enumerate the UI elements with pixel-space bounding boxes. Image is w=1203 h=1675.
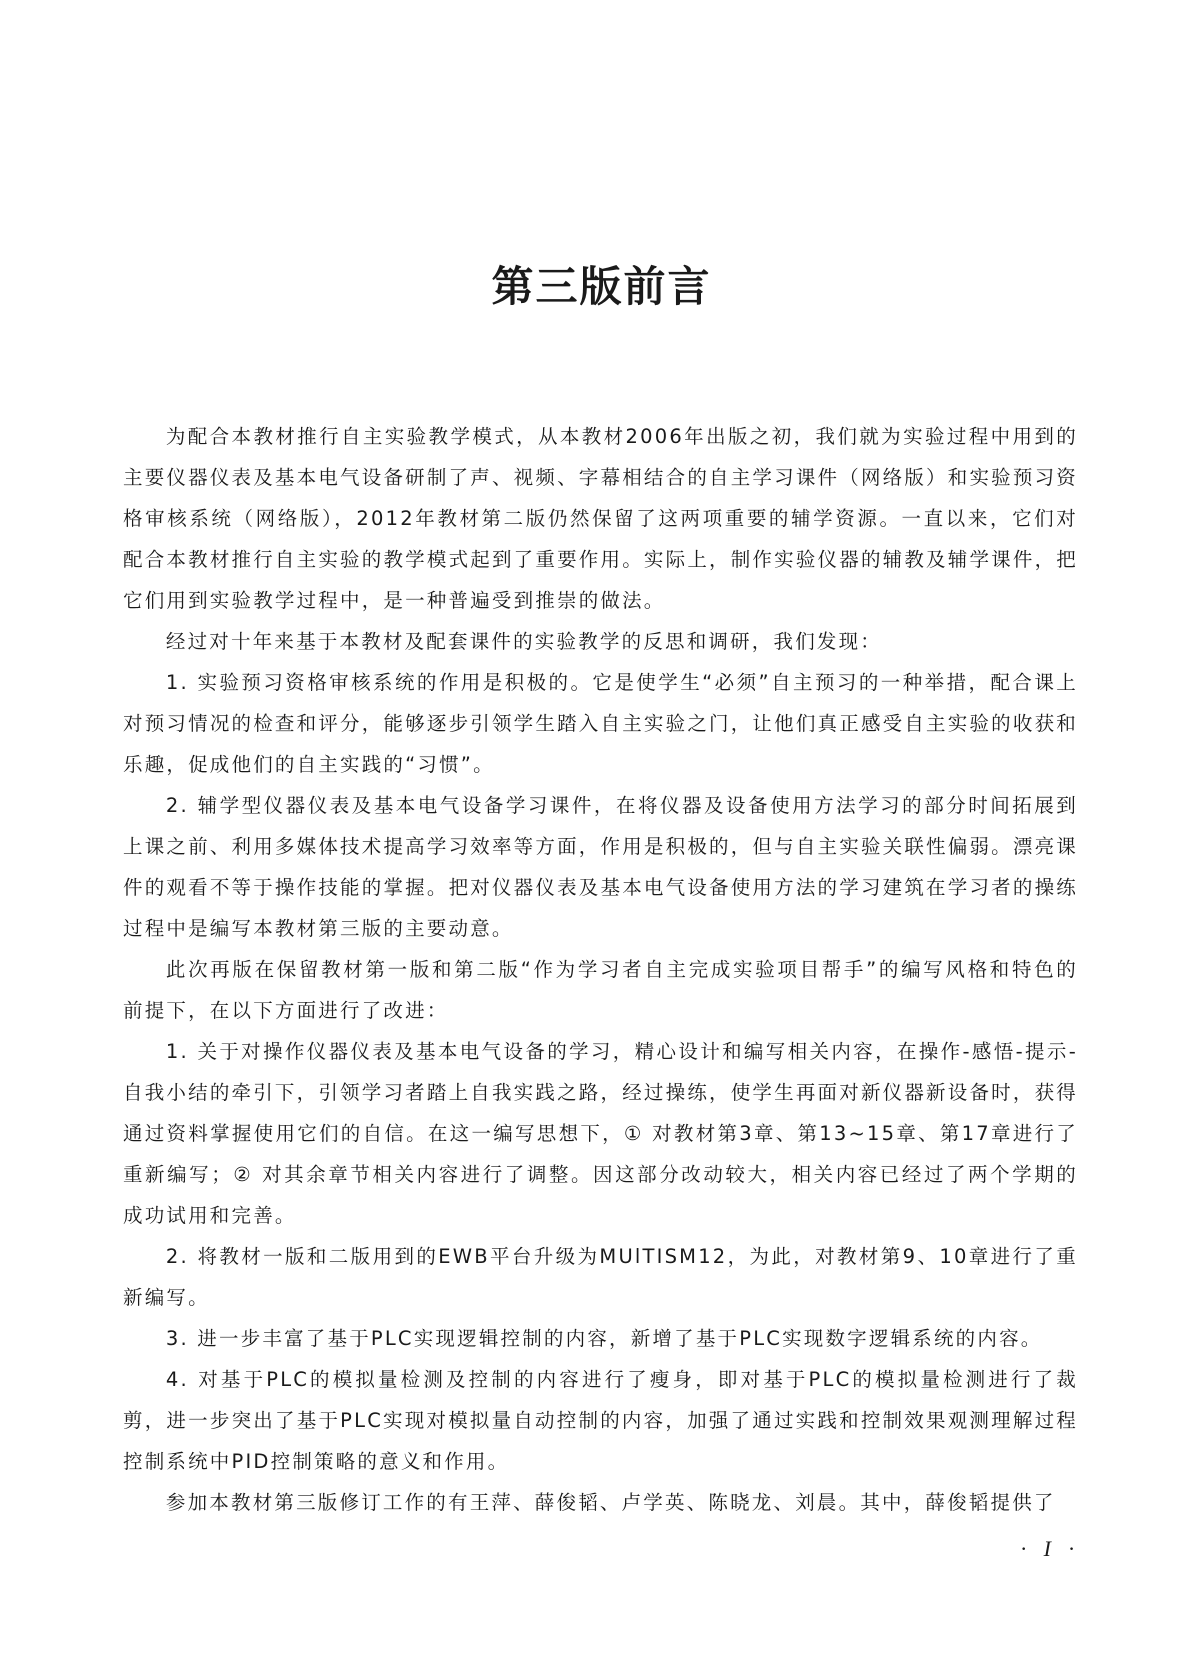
page-number: · I · bbox=[1020, 1536, 1080, 1561]
paragraph-intro: 为配合本教材推行自主实验教学模式，从本教材2006年出版之初，我们就为实验过程中用到的主要仪器仪表及基本电气设备研制了声、视频、字幕相结合的自主学习课件（网络版）和实验预习资格审核系统（网络版），2012年教材第二版仍然保留了这两项重要的辅学资源。一直以来，它们对配合本教材推行自主实验的教学模式起到了重要作用。实际上，制作实验仪器的辅教及辅学课件，把它们用到实验教学过程中，是一种普遍受到推崇的做法。 bbox=[123, 425, 1078, 612]
paragraph-findings-lead: 经过对十年来基于本教材及配套课件的实验教学的反思和调研，我们发现： bbox=[165, 630, 882, 653]
paragraph-contributors: 参加本教材第三版修订工作的有王萍、薛俊韬、卢学英、陈晓龙、刘晨。其中，薛俊韬提供了 bbox=[165, 1491, 1056, 1514]
paragraph-improvement-2: 2. 将教材一版和二版用到的EWB平台升级为MUlTISM12，为此，对教材第9、10章进行了重新编写。 bbox=[123, 1245, 1078, 1309]
page-title: 第三版前言 bbox=[491, 262, 712, 311]
paragraph-finding-1: 1. 实验预习资格审核系统的作用是积极的。它是使学生“必须”自主预习的一种举措，配合课上对预习情况的检查和评分，能够逐步引领学生踏入自主实验之门，让他们真正感受自主实验的收获和乐趣，促成他们的自主实践的“习惯”。 bbox=[123, 671, 1078, 776]
paragraph-finding-2: 2. 辅学型仪器仪表及基本电气设备学习课件，在将仪器及设备使用方法学习的部分时间拓展到上课之前、利用多媒体技术提高学习效率等方面，作用是积极的，但与自主实验关联性偏弱。漂亮课件的观看不等于操作技能的掌握。把对仪器仪表及基本电气设备使用方法的学习建筑在学习者的操练过程中是编写本教材第三版的主要动意。 bbox=[123, 794, 1078, 940]
paragraph-improvements-lead: 此次再版在保留教材第一版和第二版“作为学习者自主完成实验项目帮手”的编写风格和特色的前提下，在以下方面进行了改进： bbox=[123, 958, 1078, 1022]
paragraph-improvement-1: 1. 关于对操作仪器仪表及基本电气设备的学习，精心设计和编写相关内容，在操作-感悟-提示-自我小结的牵引下，引领学习者踏上自我实践之路，经过操练，使学生再面对新仪器新设备时，获得通过资料掌握使用它们的自信。在这一编写思想下，① 对教材第3章、第13~15章、第17章进行了重新编写；② 对其余章节相关内容进行了调整。因这部分改动较大，相关内容已经过了两个学期的成功试用和完善。 bbox=[123, 1040, 1078, 1227]
preface-body bbox=[123, 416, 1078, 1523]
paragraph-improvement-3: 3. 进一步丰富了基于PLC实现逻辑控制的内容，新增了基于PLC实现数字逻辑系统的内容。 bbox=[165, 1327, 1043, 1350]
paragraph-improvement-4: 4. 对基于PLC的模拟量检测及控制的内容进行了瘦身，即对基于PLC的模拟量检测进行了裁剪，进一步突出了基于PLC实现对模拟量自动控制的内容，加强了通过实践和控制效果观测理解过程控制系统中PID控制策略的意义和作用。 bbox=[123, 1368, 1078, 1473]
